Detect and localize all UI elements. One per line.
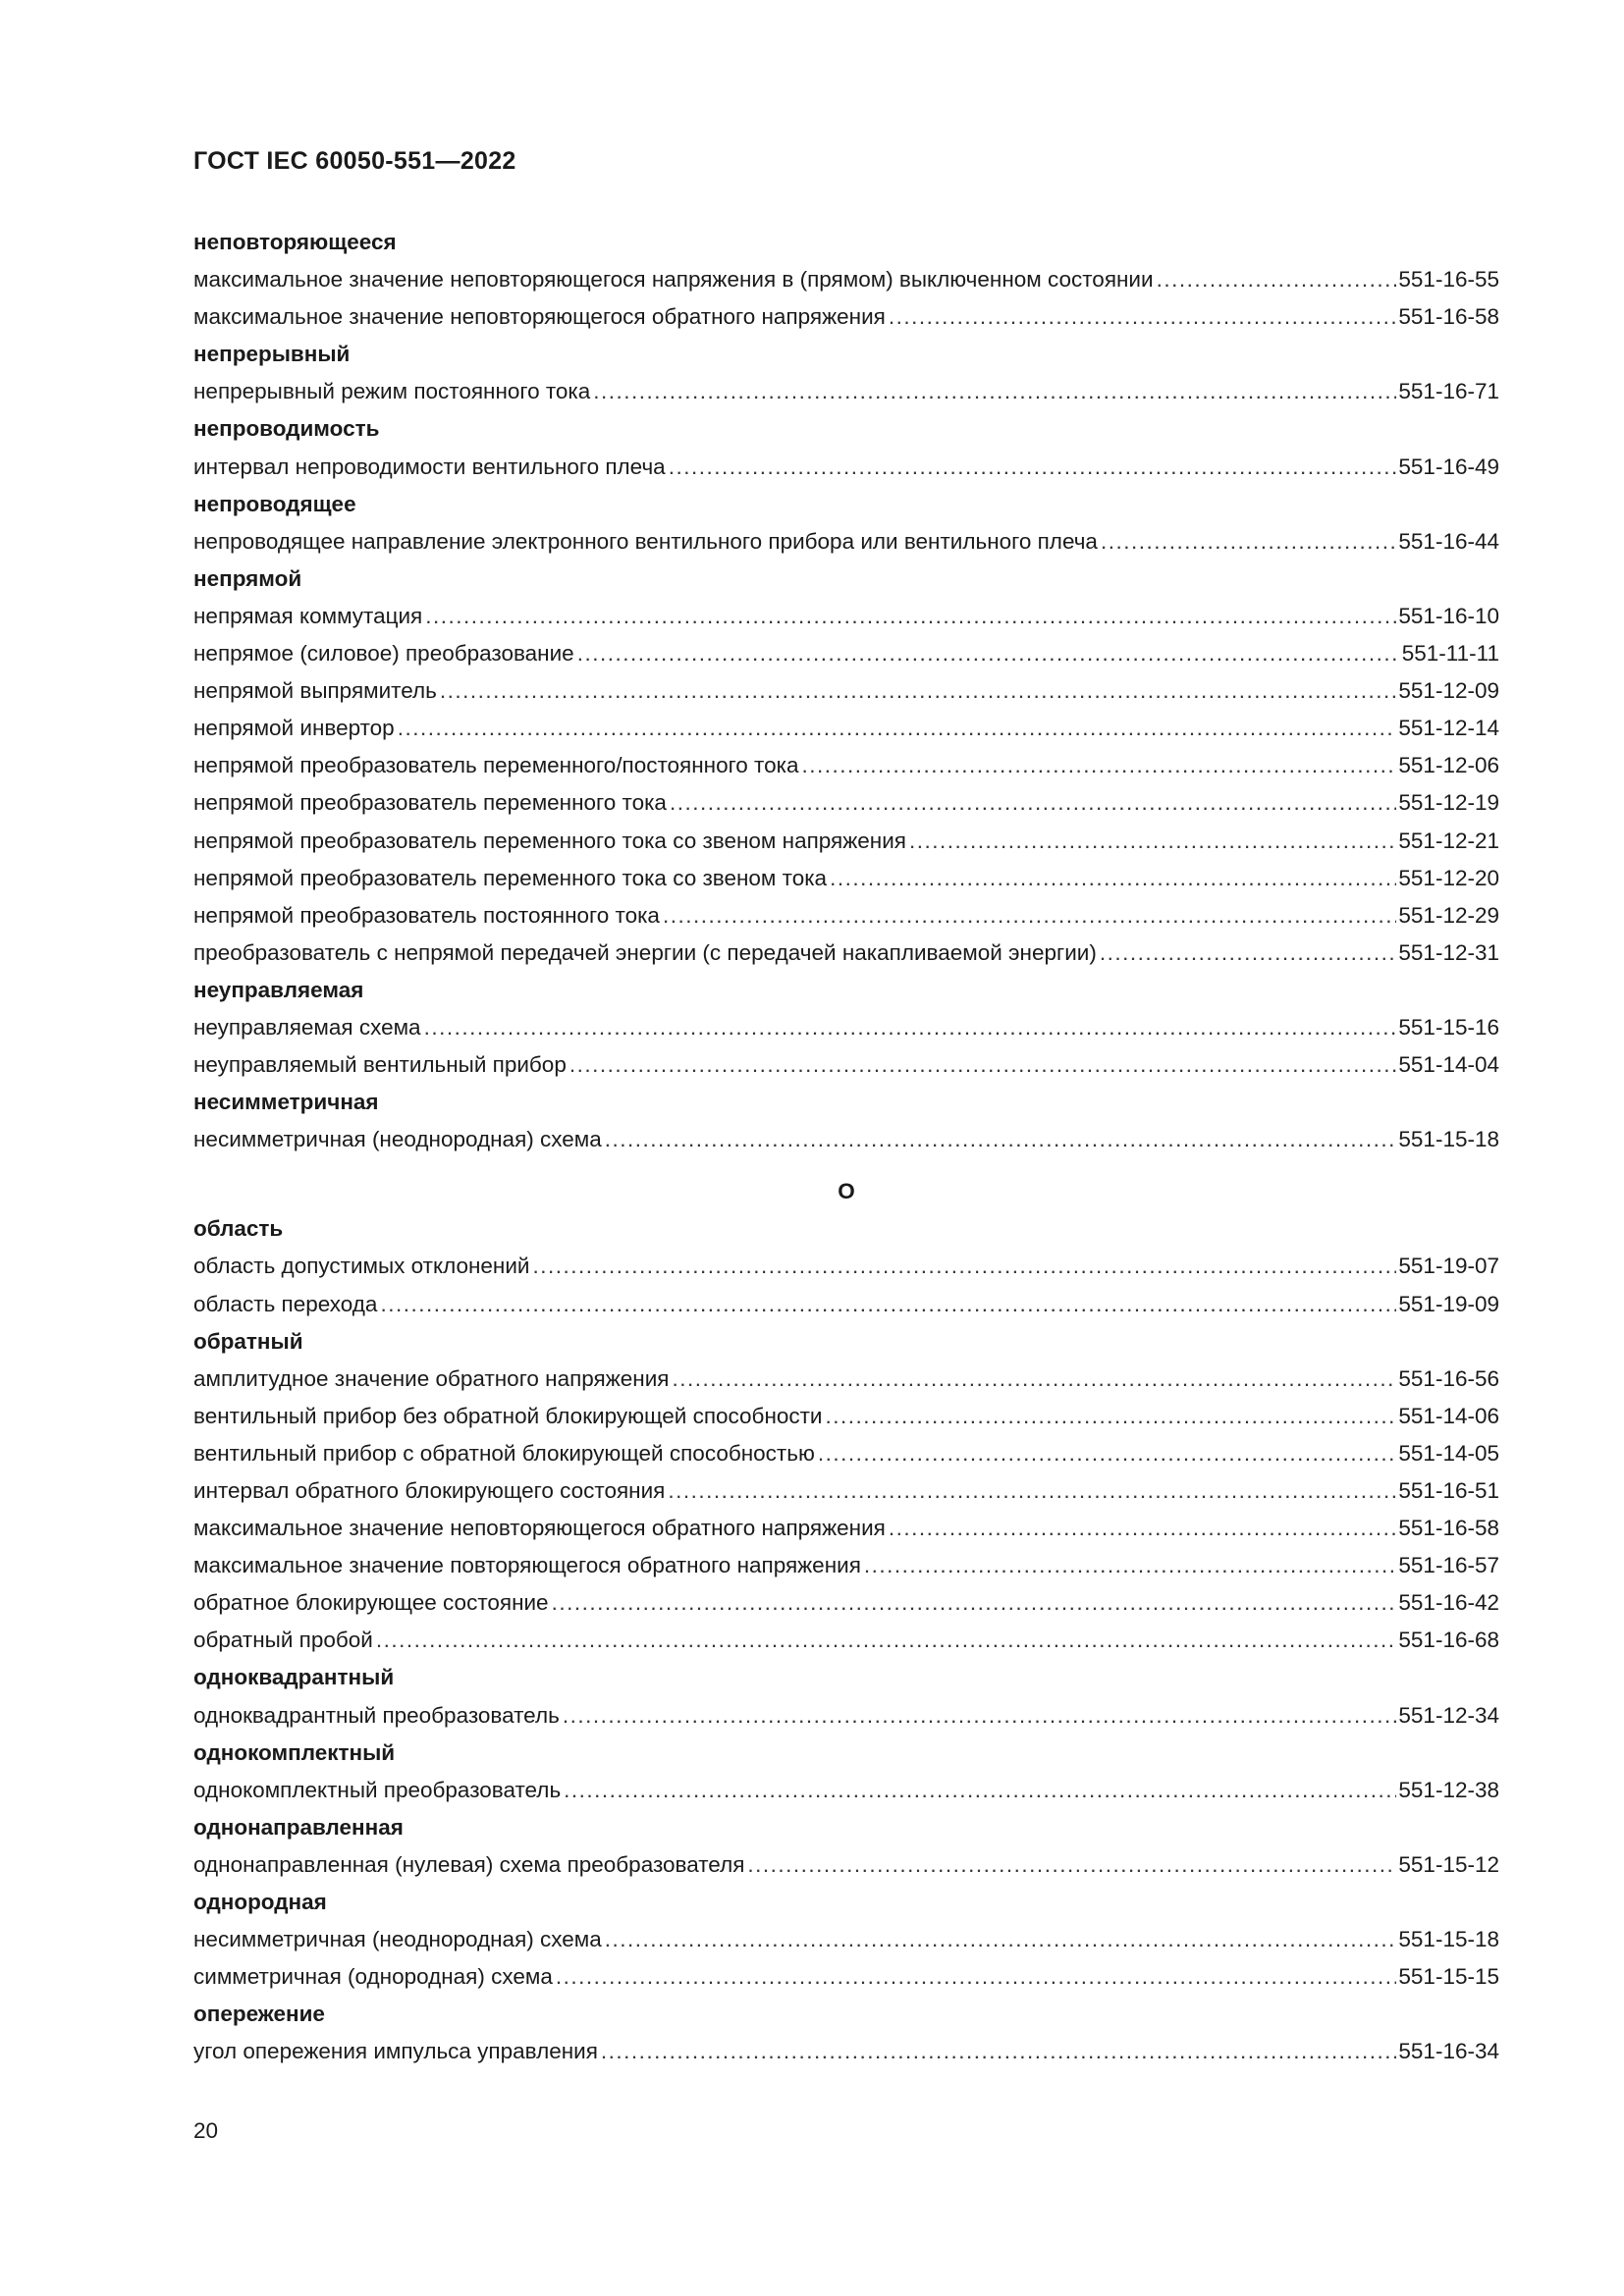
term-reference: 551-12-20 [1398,865,1499,890]
index-term: непрямой выпрямитель [193,678,437,704]
index-entry [193,1248,1499,1285]
index-entry [193,747,1499,784]
index-term: однонаправленная (нулевая) схема преобразователя [193,1851,745,1877]
index-keyword: неуправляемая [193,977,364,1002]
term-reference: 551-12-31 [1398,939,1499,965]
dot-leader [424,1009,1397,1046]
dot-leader [889,1510,1397,1547]
index-term: неуправляемая схема [193,1014,421,1040]
index-term: область перехода [193,1291,378,1316]
term-reference: 551-15-18 [1398,1927,1499,1952]
index-entry [193,897,1499,934]
dot-leader [552,1584,1397,1622]
index-entry [193,373,1499,410]
subject-index [193,224,1499,2071]
index-term: максимальное значение неповторяющегося обратного напряжения [193,304,886,330]
term-reference: 551-11-11 [1401,641,1499,667]
term-reference: 551-16-34 [1398,2039,1499,2064]
dot-leader [668,1472,1396,1510]
dot-leader [569,1046,1397,1084]
term-reference: 551-12-09 [1398,678,1499,704]
dot-leader [563,1697,1397,1735]
dot-leader [425,598,1396,635]
dot-leader [398,710,1397,747]
dot-leader [818,1435,1397,1472]
index-entry [193,823,1499,860]
index-entry [193,784,1499,822]
index-term: преобразователь с непрямой передачей энергии (с передачей накапливаемой энергии) [193,939,1097,965]
dot-leader [556,1958,1397,1996]
index-term: непрямой инвертор [193,716,395,741]
term-reference: 551-12-38 [1398,1777,1499,1802]
term-reference: 551-16-71 [1398,379,1499,404]
dot-leader [593,373,1396,410]
index-entry [193,1121,1499,1158]
index-entry [193,1921,1499,1958]
index-entry [193,1398,1499,1435]
index-term: непрямой преобразователь переменного/постоянного тока [193,753,799,778]
term-reference: 551-12-34 [1398,1702,1499,1728]
index-keyword: обратный [193,1328,303,1354]
dot-leader [440,672,1397,710]
index-term: непрямой преобразователь переменного тока со звеном напряжения [193,828,906,853]
index-term: непрямой преобразователь переменного тока [193,790,667,816]
dot-leader [605,1121,1397,1158]
index-term: непроводящее направление электронного вентильного прибора или вентильного плеча [193,528,1098,554]
term-reference: 551-16-56 [1398,1365,1499,1391]
index-term: обратный пробой [193,1628,373,1653]
dot-leader [1100,934,1397,972]
index-term: неуправляемый вентильный прибор [193,1052,567,1078]
page-number: 20 [193,2118,219,2143]
term-reference: 551-16-10 [1398,603,1499,628]
index-keyword: несимметричная [193,1090,379,1115]
index-entry [193,1547,1499,1584]
index-keyword: непрямой [193,565,302,591]
index-term: интервал непроводимости вентильного плеча [193,454,666,479]
dot-leader [1101,523,1396,561]
term-reference: 551-16-68 [1398,1628,1499,1653]
dot-leader [532,1248,1396,1285]
index-entry [193,1584,1499,1622]
term-reference: 551-16-51 [1398,1478,1499,1503]
dot-leader [747,1846,1396,1884]
index-entry [193,449,1499,486]
term-reference: 551-15-18 [1398,1127,1499,1152]
term-reference: 551-12-19 [1398,790,1499,816]
term-reference: 551-12-29 [1398,902,1499,928]
index-entry [193,635,1499,672]
index-entry [193,1958,1499,1996]
index-entry [193,1472,1499,1510]
index-entry [193,1435,1499,1472]
term-reference: 551-16-58 [1398,1516,1499,1541]
dot-leader [889,298,1397,336]
index-entry [193,1510,1499,1547]
index-entry [193,710,1499,747]
index-term: максимальное значение неповторяющегося обратного напряжения [193,1516,886,1541]
dot-leader [380,1286,1396,1323]
index-entry [193,1772,1499,1809]
dot-leader [826,1398,1397,1435]
term-reference: 551-16-49 [1398,454,1499,479]
index-entry [193,598,1499,635]
index-keyword: непрерывный [193,342,351,367]
index-entry [193,1622,1499,1659]
term-reference: 551-16-55 [1398,267,1499,293]
term-reference: 551-12-14 [1398,716,1499,741]
term-reference: 551-16-57 [1398,1553,1499,1578]
index-keyword: опережение [193,2002,325,2027]
index-entry [193,1697,1499,1735]
index-entry [193,1846,1499,1884]
dot-leader [830,860,1396,897]
dot-leader [577,635,1400,672]
index-term: симметричная (однородная) схема [193,1964,553,1990]
index-term: однокомплектный преобразователь [193,1777,562,1802]
dot-leader [801,747,1396,784]
index-entry [193,1361,1499,1398]
term-reference: 551-14-05 [1398,1440,1499,1466]
index-term: вентильный прибор с обратной блокирующей способностью [193,1440,815,1466]
index-term: область допустимых отклонений [193,1254,530,1279]
index-entry [193,523,1499,561]
index-term: непрерывный режим постоянного тока [193,379,591,404]
term-reference: 551-15-12 [1398,1851,1499,1877]
term-reference: 551-16-44 [1398,528,1499,554]
index-entry [193,672,1499,710]
index-term: амплитудное значение обратного напряжения [193,1365,670,1391]
index-keyword: непроводимость [193,416,380,442]
index-term: угол опережения импульса управления [193,2039,598,2064]
index-term: интервал обратного блокирующего состояния [193,1478,666,1503]
section-letter: О [838,1179,855,1204]
dot-leader [663,897,1396,934]
term-reference: 551-16-58 [1398,304,1499,330]
index-entry [193,860,1499,897]
index-term: непрямое (силовое) преобразование [193,641,574,667]
index-term: несимметричная (неоднородная) схема [193,1927,602,1952]
index-keyword: одноквадрантный [193,1665,395,1690]
index-entry [193,1046,1499,1084]
term-reference: 551-16-42 [1398,1590,1499,1616]
index-keyword: однокомплектный [193,1739,396,1765]
index-entry [193,261,1499,298]
index-term: максимальное значение повторяющегося обратного напряжения [193,1553,861,1578]
document-header: ГОСТ IEC 60050-551—2022 [193,147,516,175]
dot-leader [670,784,1396,822]
index-entry [193,298,1499,336]
index-keyword: неповторяющееся [193,230,397,254]
dot-leader [672,1361,1396,1398]
index-term: одноквадрантный преобразователь [193,1702,560,1728]
index-term: непрямая коммутация [193,603,423,628]
term-reference: 551-19-07 [1398,1254,1499,1279]
term-reference: 551-19-09 [1398,1291,1499,1316]
dot-leader [1157,261,1397,298]
index-entry [193,934,1499,972]
index-entry [193,2033,1499,2070]
dot-leader [909,823,1396,860]
index-keyword: область [193,1216,284,1242]
term-reference: 551-14-04 [1398,1052,1499,1078]
index-entry [193,1286,1499,1323]
index-keyword: однонаправленная [193,1814,404,1840]
term-reference: 551-15-15 [1398,1964,1499,1990]
index-term: непрямой преобразователь постоянного тока [193,902,660,928]
index-entry [193,1009,1499,1046]
term-reference: 551-12-06 [1398,753,1499,778]
index-term: максимальное значение неповторяющегося напряжения в (прямом) выключенном состоянии [193,267,1154,293]
dot-leader [564,1772,1396,1809]
index-term: непрямой преобразователь переменного тока со звеном тока [193,865,828,890]
term-reference: 551-14-06 [1398,1403,1499,1428]
index-keyword: непроводящее [193,491,356,516]
dot-leader [864,1547,1397,1584]
dot-leader [601,2033,1397,2070]
dot-leader [605,1921,1397,1958]
term-reference: 551-12-21 [1398,828,1499,853]
dot-leader [669,449,1397,486]
term-reference: 551-15-16 [1398,1014,1499,1040]
index-term: несимметричная (неоднородная) схема [193,1127,602,1152]
index-term: обратное блокирующее состояние [193,1590,549,1616]
dot-leader [376,1622,1397,1659]
index-term: вентильный прибор без обратной блокирующей способности [193,1403,823,1428]
index-keyword: однородная [193,1890,327,1915]
